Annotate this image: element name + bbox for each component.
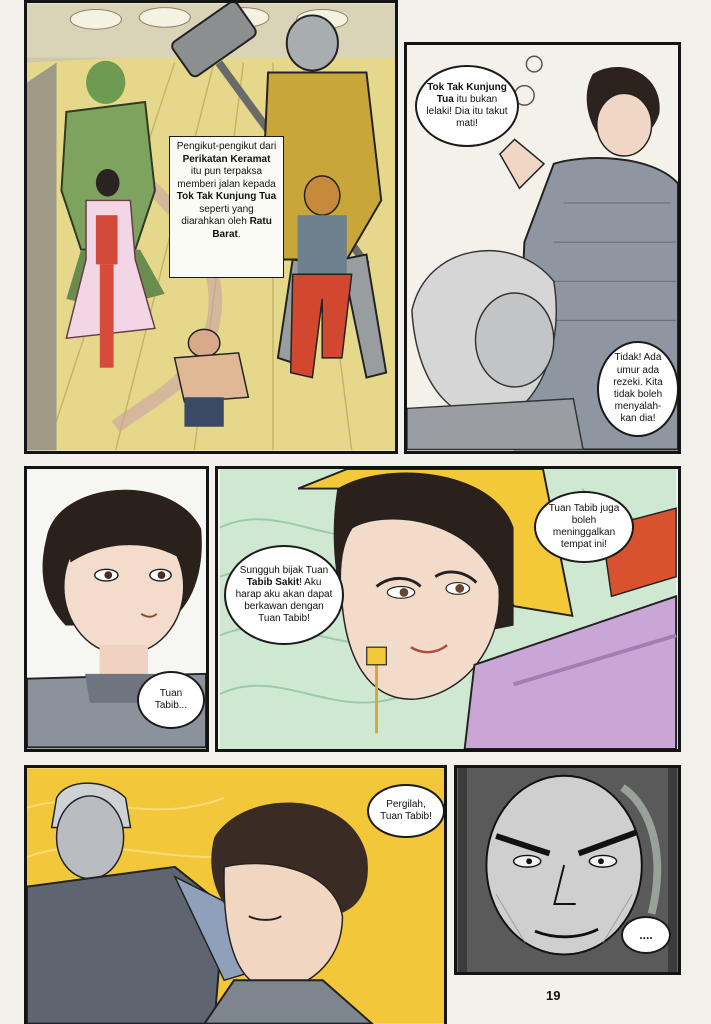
speech-text: Sungguh bijak Tuan Tabib Sakit! Aku harap aku akan dapat berkawan dengan Tuan Tabib! bbox=[235, 564, 333, 625]
speech-bubble-queen-left bbox=[224, 545, 344, 645]
speech-bubble-silence bbox=[621, 916, 671, 954]
caption-text: Pengikut-pengikut dari Perikatan Keramat itu pun terpaksa memberi jalan kepada Tok Tak Kunjung Tua seperti yang diarahkan oleh Ratu Barat. bbox=[176, 141, 277, 240]
speech-bubble-tuan-tabib bbox=[137, 671, 205, 729]
panel-5-farewell bbox=[24, 765, 447, 1024]
speech-text: .... bbox=[639, 927, 653, 942]
page-number: 19 bbox=[546, 988, 561, 1003]
panel-3-young-man-closeup bbox=[24, 466, 209, 752]
speech-text: Tuan Tabib juga boleh meninggalkan tempat ini! bbox=[548, 502, 620, 551]
panel-4-queen-closeup bbox=[215, 466, 681, 752]
speech-bubble-young-man bbox=[415, 65, 519, 147]
panel-1-arena bbox=[24, 0, 398, 454]
speech-text: Pergilah, Tuan Tabib! bbox=[380, 798, 432, 822]
speech-text: Tuan Tabib... bbox=[154, 687, 188, 711]
speech-bubble-pergilah bbox=[367, 784, 445, 838]
narration-caption bbox=[169, 136, 284, 278]
panel-2-argument bbox=[404, 42, 681, 454]
speech-bubble-queen-right bbox=[534, 491, 634, 563]
speech-text: Tok Tak Kunjung Tua itu bukan lelaki! Dia itu takut mati! bbox=[426, 81, 508, 130]
panel-6-grim-face bbox=[454, 765, 681, 975]
speech-text: Tidak! Ada umur ada rezeki. Kita tidak boleh menyalah-kan dia! bbox=[613, 352, 663, 425]
speech-bubble-elder bbox=[597, 341, 679, 437]
